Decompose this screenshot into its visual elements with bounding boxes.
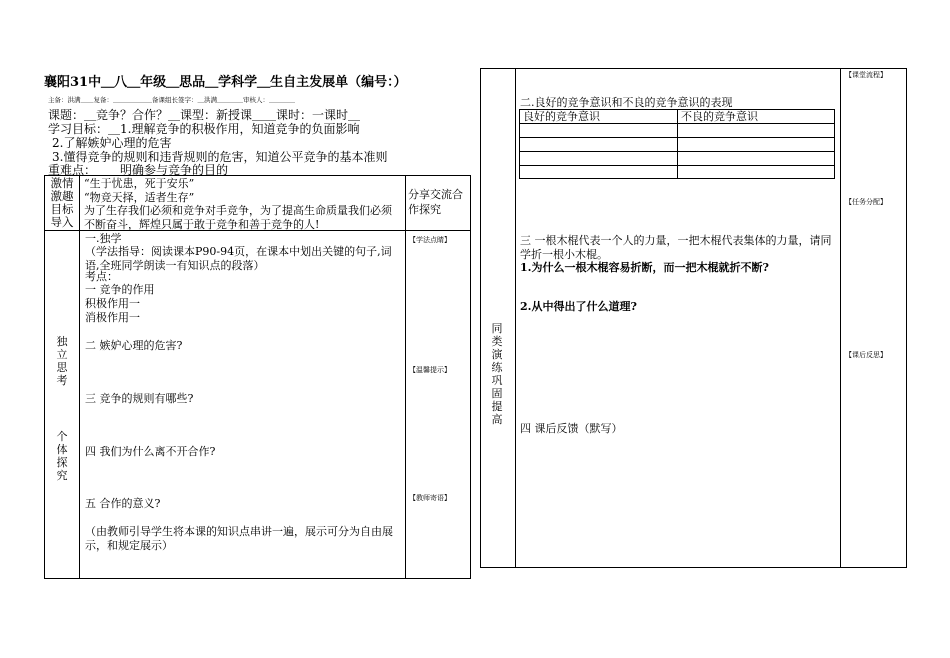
note-task-allocation: 【任务分配】 [845, 198, 887, 206]
self-study-title: 一.独学 [85, 232, 122, 245]
question-cooperation: 四 我们为什么离不开合作? [85, 445, 216, 458]
goal-2: 2.了解嫉妒心理的危害 [52, 136, 172, 150]
independent-thinking-label: 独立思考 [56, 335, 68, 387]
point-positive: 积极作用一 [85, 297, 140, 310]
intro-text: 为了生存我们必须和竞争对手竞争，为了提高生命质量我们必须不断奋斗，辉煌只属于敢于竞争和善于竞争的人! [84, 204, 392, 231]
goal-1: 学习目标：＿1.理解竞争的积极作用，知道竞争的负面影响 [48, 122, 360, 136]
note-class-process: 【课堂流程】 [845, 71, 887, 79]
hint-teacher-message: 【教师寄语】 [409, 494, 451, 502]
study-guide: （学法指导：阅读课本P90-94页，在课本中划出关键的句子,词语,全班同学朗读一有知识点的段落） [85, 245, 392, 272]
test-points-label: 考点： [85, 270, 118, 283]
intro-quote-1: “生于忧患，死于安乐” [84, 177, 195, 190]
key-points: 重难点：＿＿明确参与竞争的目的＿＿＿＿＿＿＿＿＿＿＿＿＿＿＿ [48, 163, 409, 177]
question-cooperation-meaning: 五 合作的意义? [85, 497, 161, 510]
section-3-question-2: 2.从中得出了什么道理? [520, 300, 637, 313]
hint-method: 【学法点睛】 [409, 236, 451, 244]
section-3-intro: 三 一根木棍代表一个人的力量，一把木棍代表集体的力量，请同学折一根小木棍。 [520, 234, 832, 261]
individual-inquiry-label: 个体探究 [56, 430, 68, 482]
note-reflection: 【课后反思】 [845, 351, 887, 359]
table-header-bad: 不良的竞争意识 [681, 110, 758, 123]
teacher-note: （由教师引导学生将本课的知识点串讲一遍，展示可分为自由展示，和规定展示） [85, 525, 393, 552]
section-3-question-1: 1.为什么一根木棍容易折断，而一把木棍就折不断? [520, 261, 769, 274]
section-2-title: 二.良好的竞争意识和不良的竞争意识的表现 [520, 96, 733, 109]
table-header-good: 良好的竞争意识 [523, 110, 600, 123]
point-competition-role: 一 竞争的作用 [85, 283, 155, 296]
goal-3: 3.懂得竞争的规则和违背规则的危害，知道公平竞争的基本准则 [52, 150, 388, 164]
share-explore-header: 分享交流合作探究 [408, 188, 463, 216]
intro-row-label: 激情激趣目标导入 [50, 176, 74, 229]
intro-quote-2: “物竞天择，适者生存” [84, 191, 195, 204]
question-jealousy: 二 嫉妒心理的危害? [85, 339, 183, 352]
meta-line: 主备：洪满＿＿复备：＿＿＿＿＿＿备课组长签字：＿洪满＿＿＿＿审核人：＿＿＿＿ [48, 96, 295, 104]
section-4-feedback: 四 课后反馈（默写） [520, 422, 623, 435]
practice-label: 同类演练巩固提高 [491, 322, 503, 426]
hint-tip: 【温馨提示】 [409, 366, 451, 374]
point-negative: 消极作用一 [85, 311, 140, 324]
topic-line: 课题：＿竞争？合作？＿课型：新授课＿＿课时：一课时＿ [48, 108, 361, 122]
question-rules: 三 竞争的规则有哪些? [85, 392, 194, 405]
document-title: 襄阳31中＿八＿年级＿思品＿学科学＿生自主发展单（编号：） [44, 75, 407, 90]
